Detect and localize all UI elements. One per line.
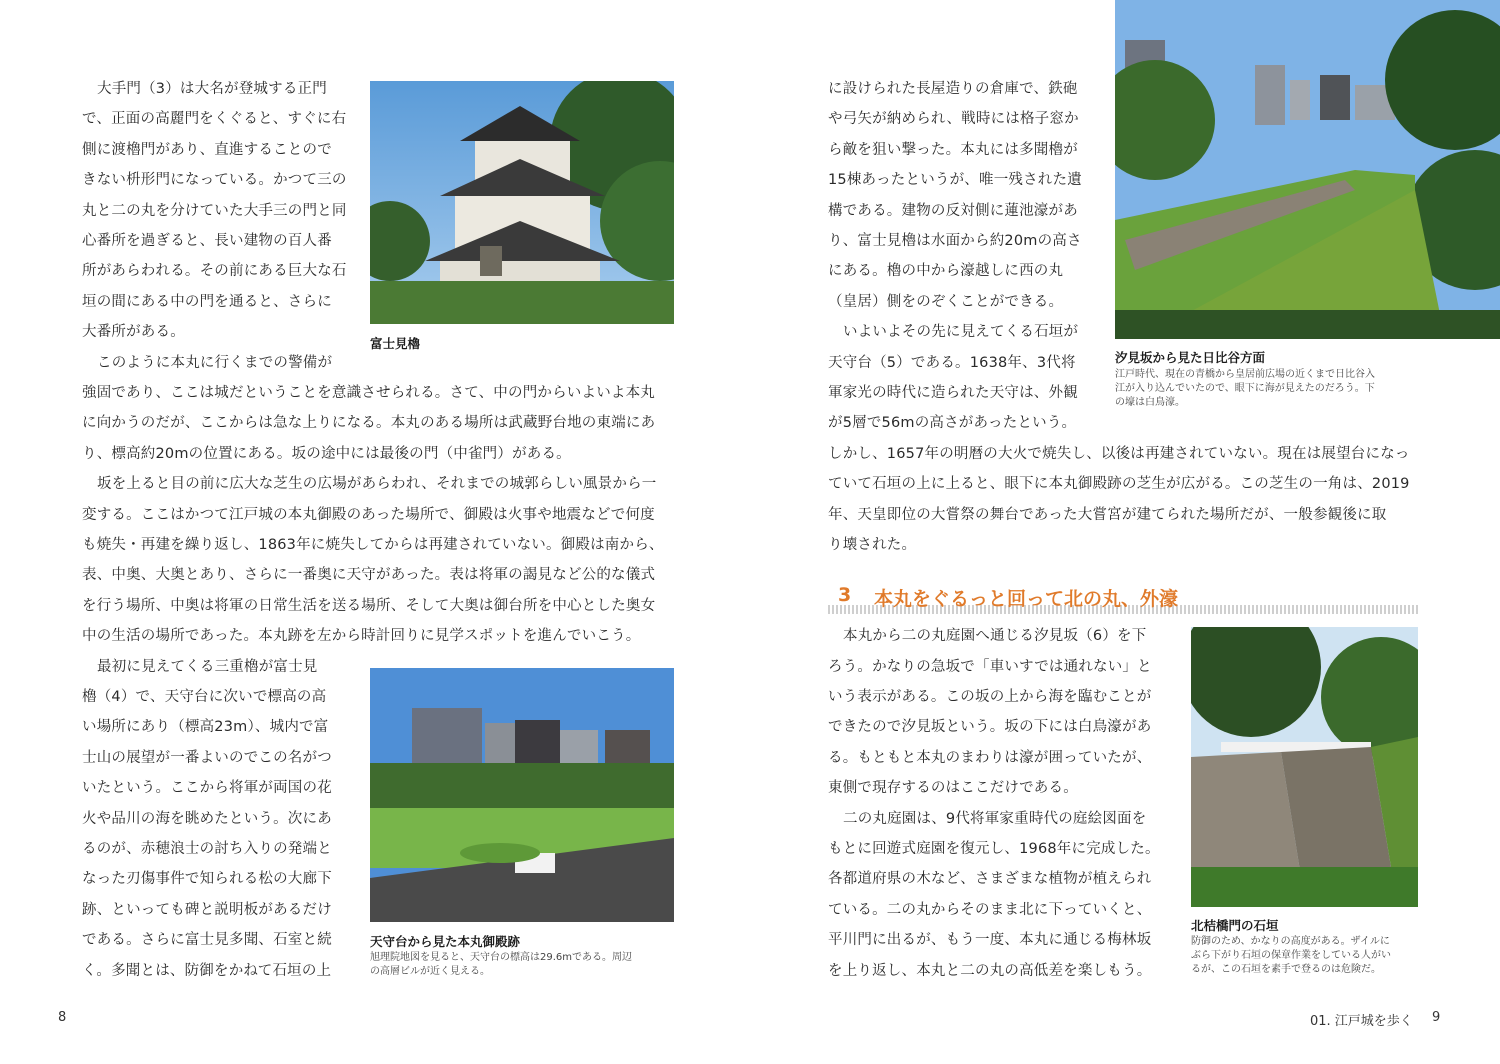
text-line: いよいよその先に見えてくる石垣が — [843, 324, 1079, 340]
running-footer: 01. 江戸城を歩く — [1310, 1014, 1413, 1029]
photo2-caption: 天守台から見た本丸御殿跡 — [370, 934, 521, 949]
photo4-note-line: ぶら下がり石垣の保章作業をしている人がい — [1191, 950, 1391, 961]
text-line: もとに回遊式庭園を復元し、1968年に完成した。 — [828, 841, 1160, 857]
text-line: にある。櫓の中から濠越しに西の丸 — [828, 263, 1064, 279]
text-line: 表、中奥、大奥とあり、さらに一番奥に天守があった。表は将軍の謁見など公的な儀式 — [82, 567, 656, 583]
text-line: 跡、といっても碑と説明板があるだけ — [82, 902, 332, 918]
photo3-note-line: 江戸時代、現在の青橋から皇居前広場の近くまで日比谷入 — [1115, 369, 1375, 380]
photo3-note-line: 江が入り込んでいたので、眼下に海が見えたのだろう。下 — [1115, 383, 1375, 394]
photo4-note-line: るが、この石垣を素手で登るのは危険だ。 — [1191, 964, 1381, 975]
kitahanebashi-photo — [1191, 627, 1418, 907]
text-line: 平川門に出るが、もう一度、本丸に通じる梅林坂 — [828, 932, 1152, 948]
text-line: い場所にあり（標高23m）、城内で富 — [82, 719, 329, 735]
text-line: 東側で現存するのはここだけである。 — [828, 780, 1078, 796]
text-line: るのが、赤穂浪士の討ち入りの発端と — [82, 841, 332, 857]
text-line: 天守台（5）である。1638年、3代将 — [828, 355, 1076, 371]
text-line: に向かうのだが、ここからは急な上りになる。本丸のある場所は武蔵野台地の東端にあ — [82, 415, 656, 431]
text-line: る。もともと本丸のまわりは濠が囲っていたが、 — [828, 750, 1152, 766]
text-line: しかし、1657年の明暦の大火で焼失し、以後は再建されていない。現在は展望台になっ — [828, 446, 1410, 462]
text-line: 本丸から二の丸庭園へ通じる汐見坂（6）を下 — [843, 628, 1147, 644]
text-line: 軍家光の時代に造られた天守は、外観 — [828, 385, 1078, 401]
photo2-note-line: 旭理院地図を見ると、天守台の標高は29.6mである。周辺 — [370, 952, 633, 963]
section-heading — [828, 584, 1418, 614]
text-line: （皇居）側をのぞくことができる。 — [828, 294, 1064, 310]
text-line: 構である。建物の反対側に蓮池濠があ — [828, 203, 1078, 219]
text-line: も焼失・再建を繰り返し、1863年に焼失してからは再建されていない。御殿は南から、 — [82, 537, 664, 553]
text-line: が5層で56mの高さがあったという。 — [828, 415, 1077, 431]
page-number-left: 8 — [58, 1010, 67, 1025]
section-number: 3 — [838, 584, 852, 606]
photo3-note-line: の壕は白鳥濠。 — [1115, 397, 1185, 408]
text-line: このように本丸に行くまでの警備が — [97, 355, 333, 371]
text-line: 櫓（4）で、天守台に次いで標高の高 — [82, 689, 327, 705]
text-line: 所があらわれる。その前にある巨大な石 — [82, 263, 347, 279]
text-line: いう表示がある。この坂の上から海を臨むことが — [828, 689, 1152, 705]
text-line: ている。二の丸からそのまま北に下っていくと、 — [828, 902, 1152, 918]
text-line: 垣の間にある中の門を通ると、さらに — [82, 294, 332, 310]
text-line: いたという。ここから将軍が両国の花 — [82, 780, 332, 796]
text-line: ていて石垣の上に上ると、眼下に本丸御殿跡の芝生が広がる。この芝生の一角は、2019 — [828, 476, 1410, 492]
photo4-note-line: 防御のため、かなりの高度がある。ザイルに — [1191, 936, 1390, 947]
text-line: り、標高約20mの位置にある。坂の途中には最後の門（中雀門）がある。 — [82, 446, 571, 462]
text-line: 年、天皇即位の大嘗祭の舞台であった大嘗宮が建てられた場所だが、一般参観後に取 — [828, 507, 1387, 523]
section-title: 本丸をぐるっと回って北の丸、外濠 — [874, 588, 1179, 610]
text-line: 最初に見えてくる三重櫓が富士見 — [97, 659, 318, 675]
page-number-right: 9 — [1432, 1010, 1441, 1025]
text-line: 丸と二の丸を分けていた大手三の門と同 — [82, 203, 347, 219]
photo3-caption: 汐見坂から見た日比谷方面 — [1115, 350, 1266, 365]
text-line: 火や品川の海を眺めたという。次にあ — [82, 811, 332, 827]
text-line: で、正面の高麗門をくぐると、すぐに右 — [82, 111, 347, 127]
text-line: 変する。ここはかつて江戸城の本丸御殿のあった場所で、御殿は火事や地震などで何度 — [82, 507, 655, 523]
text-line: 側に渡櫓門があり、直進することので — [82, 142, 332, 158]
text-line: できたので汐見坂という。坂の下には白鳥濠があ — [828, 719, 1152, 735]
text-line: 士山の展望が一番よいのでこの名がつ — [82, 750, 332, 766]
text-line: 15棟あったというが、唯一残された遺 — [828, 172, 1082, 188]
text-line: 心番所を過ぎると、長い建物の百人番 — [82, 233, 332, 249]
text-line: 大手門（3）は大名が登城する正門 — [97, 81, 327, 97]
text-line: 強固であり、ここは城だということを意識させられる。さて、中の門からいよいよ本丸 — [82, 385, 656, 401]
text-line: である。さらに富士見多聞、石室と続 — [82, 932, 332, 948]
shiomizaka-photo — [1115, 0, 1500, 339]
text-line: 坂を上ると目の前に広大な芝生の広場があらわれ、それまでの城郭らしい風景から一 — [97, 476, 657, 492]
text-line: り壊された。 — [828, 537, 917, 553]
text-line: く。多聞とは、防御をかねて石垣の上 — [82, 963, 332, 979]
fujimi-yagura-photo — [370, 81, 674, 324]
text-line: きない枡形門になっている。かつて三の — [82, 172, 347, 188]
photo1-caption: 富士見櫓 — [370, 336, 421, 351]
text-line: に設けられた長屋造りの倉庫で、鉄砲 — [828, 81, 1078, 97]
photo2-note-line: の高層ビルが近く見える。 — [370, 966, 490, 977]
text-line: ろう。かなりの急坂で「車いすでは通れない」と — [828, 659, 1152, 675]
text-line: なった刃傷事件で知られる松の大廊下 — [82, 871, 332, 887]
text-line: 二の丸庭園は、9代将軍家重時代の庭絵図面を — [843, 811, 1147, 827]
text-line: ら敵を狙い撃った。本丸には多聞櫓が — [828, 142, 1078, 158]
photo4-caption: 北桔橋門の石垣 — [1191, 918, 1279, 933]
text-line: 中の生活の場所であった。本丸跡を左から時計回りに見学スポットを進んでいこう。 — [82, 628, 641, 644]
text-line: 大番所がある。 — [82, 324, 185, 340]
text-line: り、富士見櫓は水面から約20mの高さ — [828, 233, 1082, 249]
text-line: や弓矢が納められ、戦時には格子窓か — [828, 111, 1079, 127]
text-line: を上り返し、本丸と二の丸の高低差を楽しもう。 — [828, 963, 1152, 979]
honmaru-photo — [370, 668, 674, 922]
text-line: 各都道府県の木など、さまざまな植物が植えられ — [828, 871, 1152, 887]
text-line: を行う場所、中奥は将軍の日常生活を送る場所、そして大奥は御台所を中心とした奥女 — [82, 598, 656, 614]
